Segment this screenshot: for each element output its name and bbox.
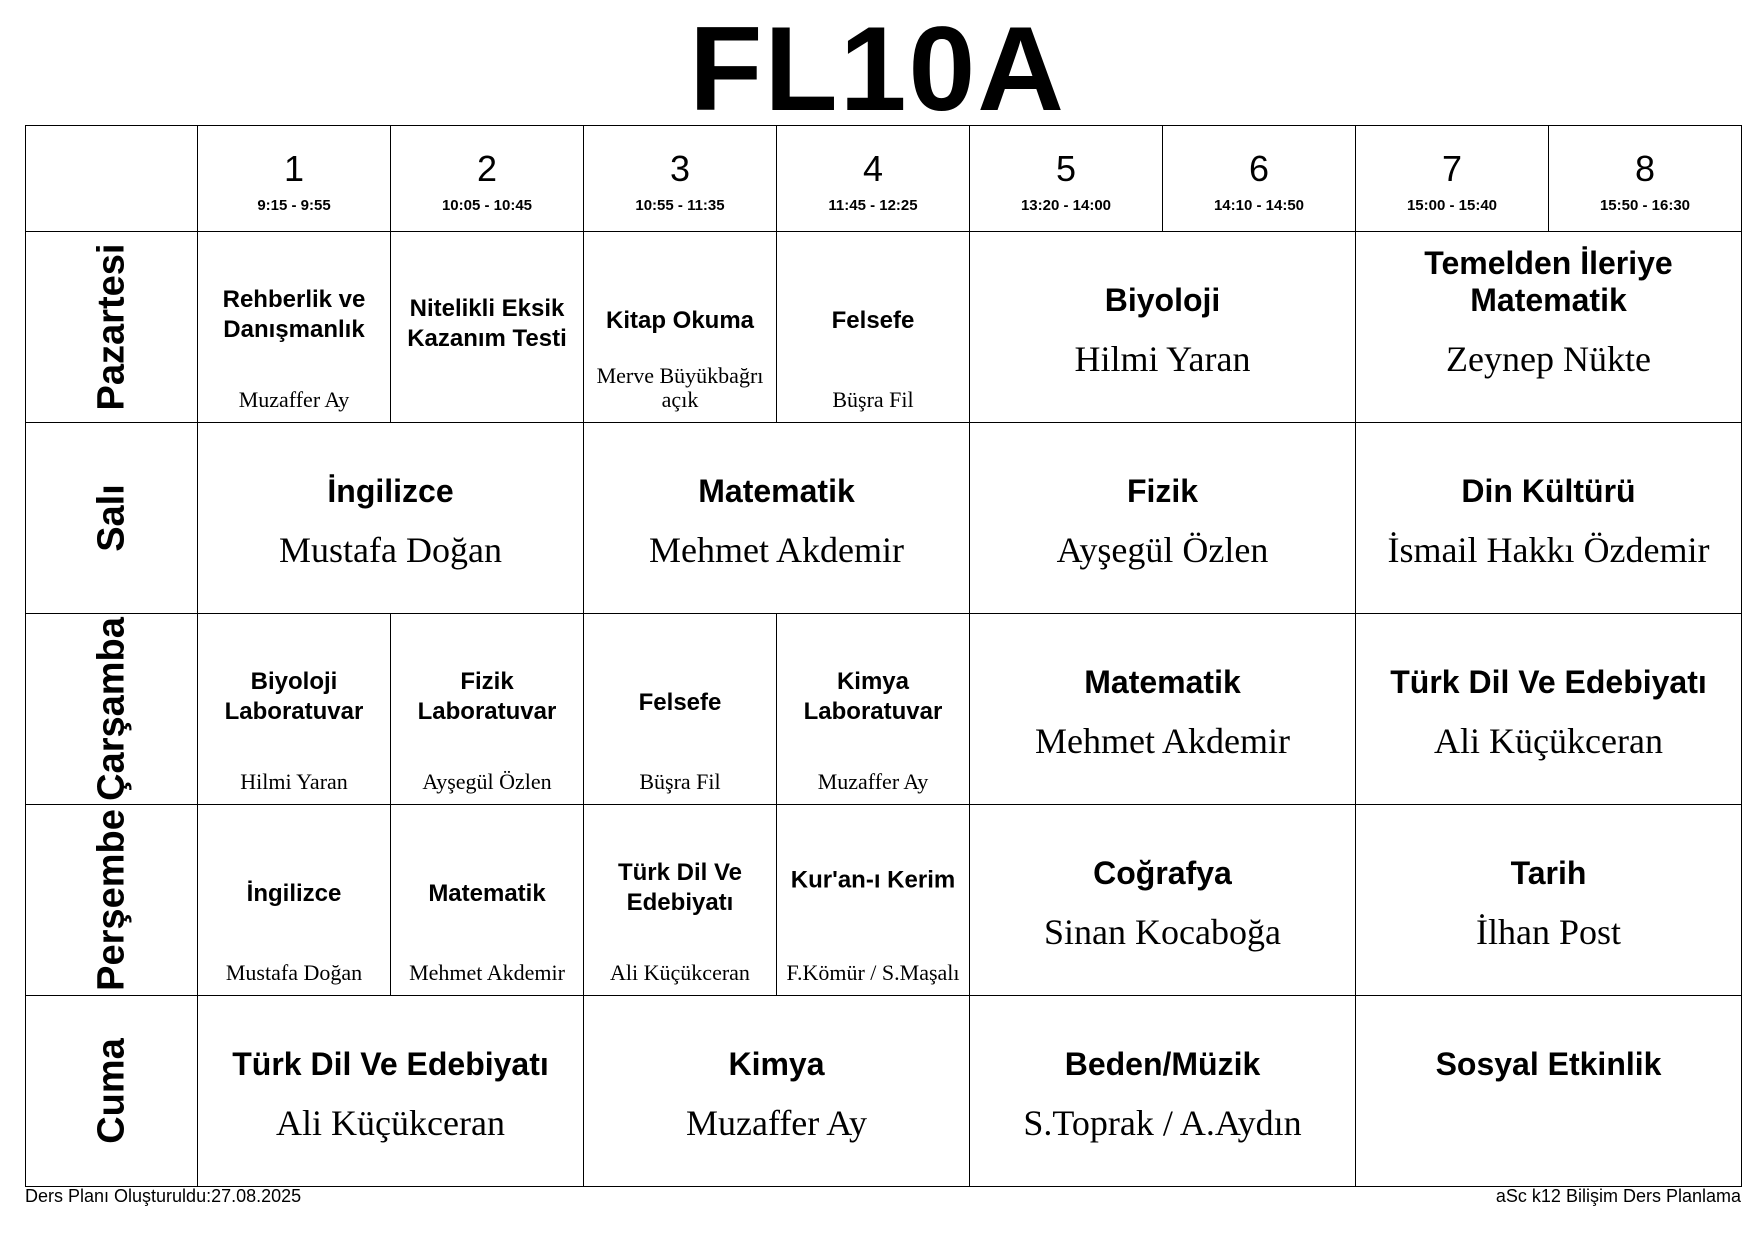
lesson-cell (970, 232, 1356, 423)
period-header-8 (1549, 126, 1742, 232)
lesson-cell (198, 423, 584, 614)
period-number: 2 (476, 147, 498, 189)
lesson-subject: Matematik (698, 473, 855, 509)
lesson-subject: Rehberlik ve Danışmanlık (222, 286, 366, 343)
period-number: 8 (1634, 147, 1656, 189)
day-name: Çarşamba (90, 617, 132, 801)
day-label-cell (26, 232, 198, 423)
lesson-subject: Fizik (1126, 473, 1199, 509)
lesson-teacher: Ali Küçükceran (610, 960, 750, 985)
lesson-cell (391, 805, 584, 996)
lesson-teacher: Ali Küçükceran (1434, 721, 1663, 761)
lesson-subject: Temelden İleriye Matematik (1424, 245, 1673, 318)
lesson-subject: Biyoloji Laboratuvar (224, 668, 364, 725)
period-header-5 (970, 126, 1163, 232)
lesson-cell (970, 614, 1356, 805)
lesson-teacher: Sinan Kocaboğa (1044, 912, 1281, 952)
lesson-teacher: Zeynep Nükte (1446, 339, 1651, 379)
lesson-teacher: Mehmet Akdemir (1035, 721, 1290, 761)
period-time: 15:50 - 16:30 (1599, 196, 1691, 214)
page-title: FL10A (689, 2, 1066, 136)
day-name: Salı (90, 484, 132, 552)
lesson-subject: Türk Dil Ve Edebiyatı (1390, 664, 1707, 700)
day-row-pazartesi (26, 232, 1742, 423)
lesson-teacher: F.Kömür / S.Maşalı (786, 960, 960, 985)
lesson-teacher: Merve Büyükbağrı açık (596, 363, 764, 412)
lesson-cell (970, 996, 1356, 1187)
day-label-cell (26, 614, 198, 805)
day-label-cell (26, 423, 198, 614)
footer-software-credit: aSc k12 Bilişim Ders Planlama (1495, 1186, 1741, 1206)
lesson-subject: Kimya (728, 1046, 825, 1082)
lesson-subject: Türk Dil Ve Edebiyatı (232, 1046, 549, 1082)
footer-created-date: Ders Planı Oluşturuldu:27.08.2025 (25, 1186, 302, 1206)
lesson-subject: Kimya Laboratuvar (803, 668, 943, 725)
lesson-subject: Türk Dil Ve Edebiyatı (617, 859, 743, 916)
day-row-carsamba (26, 614, 1742, 805)
lesson-cell (1356, 423, 1742, 614)
lesson-teacher: Mehmet Akdemir (649, 530, 904, 570)
lesson-subject: Fizik Laboratuvar (417, 668, 557, 725)
lesson-cell (584, 232, 777, 423)
lesson-cell (584, 614, 777, 805)
lesson-teacher: Mehmet Akdemir (409, 960, 565, 985)
day-row-cuma (26, 996, 1742, 1187)
lesson-teacher: İlhan Post (1475, 912, 1621, 952)
period-number: 4 (862, 147, 884, 189)
period-time: 11:45 - 12:25 (828, 196, 918, 214)
period-header-4 (777, 126, 970, 232)
lesson-subject: Nitelikli Eksik Kazanım Testi (407, 295, 567, 352)
period-header-6 (1163, 126, 1356, 232)
lesson-cell (970, 805, 1356, 996)
period-header-2 (391, 126, 584, 232)
lesson-subject: Tarih (1510, 855, 1587, 891)
lesson-subject: Kitap Okuma (605, 307, 755, 334)
lesson-subject: Din Kültürü (1461, 473, 1636, 509)
period-time: 14:10 - 14:50 (1213, 196, 1305, 214)
lesson-subject: Matematik (428, 880, 546, 907)
lesson-cell (777, 614, 970, 805)
corner-cell (26, 126, 198, 232)
lesson-subject: Sosyal Etkinlik (1435, 1046, 1662, 1082)
period-header-7 (1356, 126, 1549, 232)
lesson-subject: Coğrafya (1093, 855, 1232, 891)
lesson-teacher: Ali Küçükceran (276, 1103, 505, 1143)
lesson-subject: Kur'an-ı Kerim (790, 866, 956, 894)
lesson-subject: İngilizce (246, 880, 342, 907)
period-time: 9:15 - 9:55 (257, 196, 331, 214)
lesson-cell (777, 232, 970, 423)
period-time: 13:20 - 14:00 (1020, 196, 1112, 214)
lesson-teacher: Büşra Fil (639, 769, 721, 794)
lesson-cell (198, 232, 391, 423)
lesson-subject: Matematik (1084, 664, 1241, 700)
period-number: 7 (1441, 147, 1463, 189)
lesson-cell (391, 232, 584, 423)
lesson-teacher: Mustafa Doğan (279, 530, 502, 570)
lesson-cell (198, 805, 391, 996)
period-header-3 (584, 126, 777, 232)
header-row (26, 126, 1742, 232)
lesson-cell (584, 423, 970, 614)
day-row-persembe (26, 805, 1742, 996)
lesson-teacher: Ayşegül Özlen (422, 769, 552, 794)
lesson-subject: Felsefe (831, 307, 915, 334)
lesson-teacher: Büşra Fil (832, 387, 914, 412)
period-number: 6 (1248, 147, 1270, 189)
lesson-subject: Beden/Müzik (1064, 1046, 1261, 1082)
period-number: 1 (283, 147, 305, 189)
lesson-teacher: Muzaffer Ay (817, 769, 929, 794)
day-row-sali (26, 423, 1742, 614)
period-header-1 (198, 126, 391, 232)
timetable (25, 125, 1742, 1187)
period-time: 15:00 - 15:40 (1406, 196, 1498, 214)
lesson-teacher: S.Toprak / A.Aydın (1023, 1103, 1302, 1143)
lesson-teacher: Muzaffer Ay (238, 387, 350, 412)
lesson-subject: İngilizce (327, 473, 454, 509)
day-name: Pazartesi (90, 243, 132, 411)
lesson-teacher: Hilmi Yaran (1074, 339, 1251, 379)
lesson-cell (777, 805, 970, 996)
day-name: Perşembe (90, 809, 132, 991)
lesson-cell (584, 996, 970, 1187)
lesson-cell (1356, 614, 1742, 805)
period-number: 3 (669, 147, 691, 189)
lesson-subject: Felsefe (638, 689, 722, 716)
lesson-cell (584, 805, 777, 996)
lesson-teacher: Muzaffer Ay (686, 1103, 867, 1143)
period-time: 10:05 - 10:45 (441, 196, 533, 214)
day-label-cell (26, 805, 198, 996)
lesson-cell (1356, 996, 1742, 1187)
lesson-teacher: Mustafa Doğan (225, 960, 363, 985)
lesson-cell (1356, 232, 1742, 423)
lesson-subject: Biyoloji (1104, 282, 1221, 318)
lesson-cell (198, 996, 584, 1187)
period-number: 5 (1055, 147, 1077, 189)
lesson-cell (198, 614, 391, 805)
lesson-teacher: Ayşegül Özlen (1056, 530, 1269, 570)
period-time: 10:55 - 11:35 (635, 196, 725, 214)
day-name: Cuma (90, 1038, 132, 1144)
day-label-cell (26, 996, 198, 1187)
lesson-cell (970, 423, 1356, 614)
lesson-teacher: Hilmi Yaran (240, 769, 348, 794)
lesson-teacher: İsmail Hakkı Özdemir (1387, 530, 1710, 570)
lesson-cell (1356, 805, 1742, 996)
lesson-cell (391, 614, 584, 805)
